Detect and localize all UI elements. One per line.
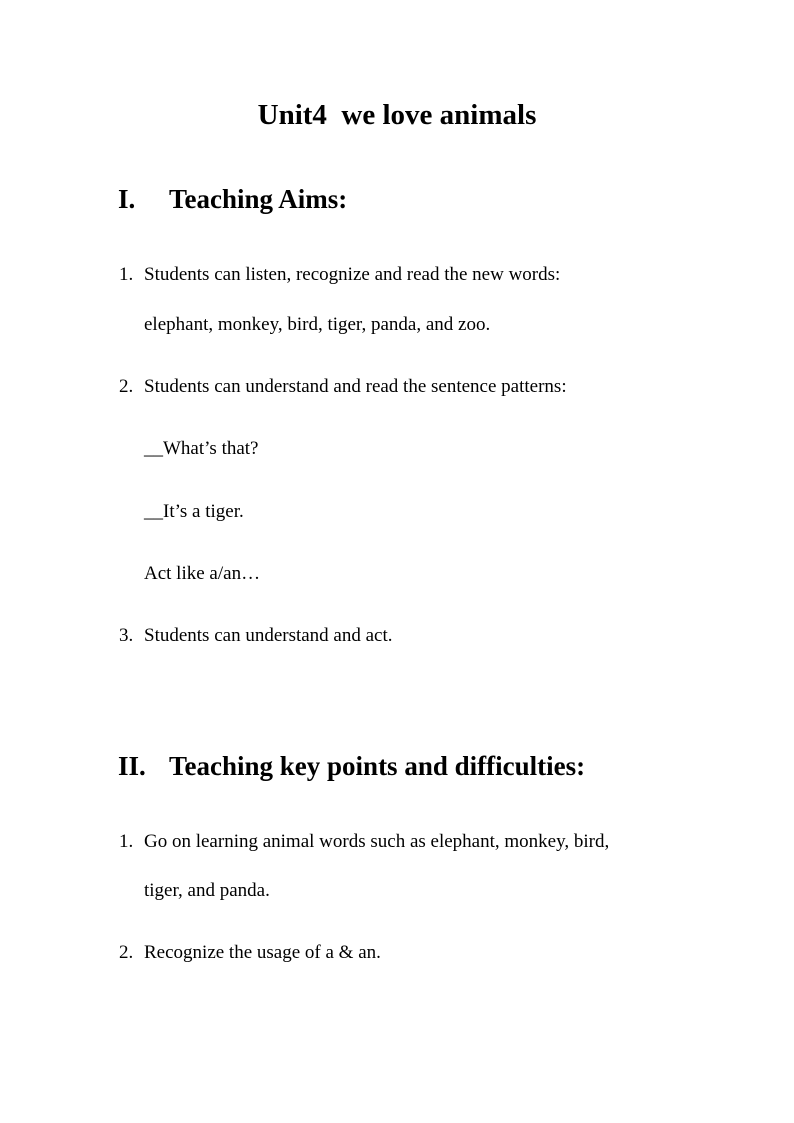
section-title: Teaching Aims: bbox=[169, 184, 348, 214]
list-item-number: 2. bbox=[119, 942, 134, 963]
list-item-text: Students can listen, recognize and read the new words: bbox=[144, 264, 561, 285]
list-item-text: Students can understand and read the sentence patterns: bbox=[144, 376, 567, 397]
list-item-text: __It’s a tiger. bbox=[144, 501, 244, 522]
document-title: Unit4 we love animals bbox=[257, 99, 537, 131]
list-item-text: Recognize the usage of a & an. bbox=[144, 942, 381, 963]
list-item-text: __What’s that? bbox=[144, 438, 259, 459]
list-item-text: Act like a/an… bbox=[144, 563, 261, 584]
section-number: II. bbox=[118, 751, 146, 781]
section-heading-2 bbox=[118, 749, 585, 783]
list-item-number: 2. bbox=[119, 376, 134, 397]
list-item-number: 3. bbox=[119, 625, 134, 646]
list-item-text: elephant, monkey, bird, tiger, panda, and zoo. bbox=[144, 314, 491, 335]
section-heading-1 bbox=[118, 182, 347, 216]
section-title: Teaching key points and difficulties: bbox=[169, 751, 586, 781]
section-number: I. bbox=[118, 184, 136, 214]
list-item-text: Students can understand and act. bbox=[144, 625, 393, 646]
list-item-text: Go on learning animal words such as elephant, monkey, bird, bbox=[144, 831, 610, 852]
list-item-number: 1. bbox=[119, 264, 134, 285]
list-item-number: 1. bbox=[119, 831, 134, 852]
list-item-text: tiger, and panda. bbox=[144, 880, 270, 901]
